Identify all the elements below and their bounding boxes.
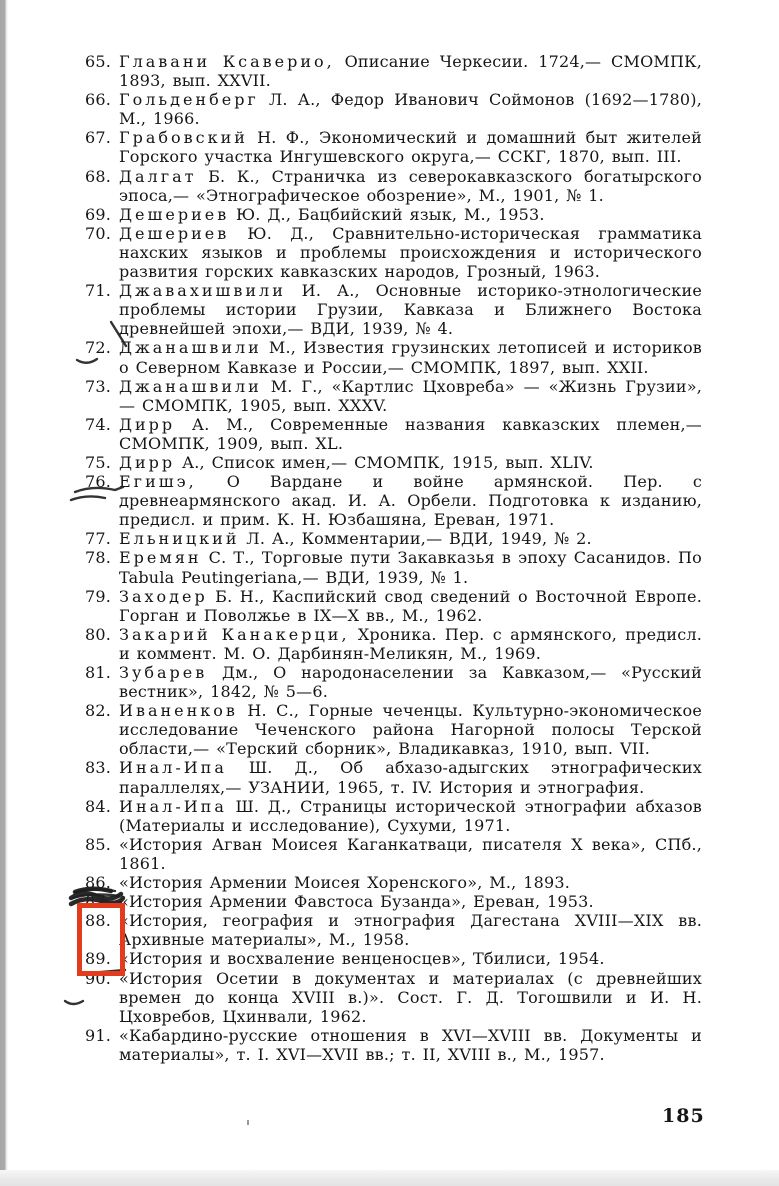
entry-number: 78. <box>85 548 112 568</box>
entry-number: 79. <box>85 586 112 606</box>
bibliography-entry <box>85 128 702 166</box>
entry-text: Хроника. Пер. с армянского, предисл. и коммент. М. О. Дарбинян-Меликян, М., 1969. <box>119 624 702 663</box>
bibliography-entry <box>85 472 702 529</box>
bibliography-entry <box>85 625 702 663</box>
entry-author: Главани Ксаверио, <box>119 52 335 71</box>
scan-speck <box>247 1120 249 1125</box>
entry-text: Ю. Д., Сравнительно-историческая грамматика нахских языков и проблемы происхождения и исторического развития горских кавказских народов, Грозный, 1963. <box>119 223 702 282</box>
entry-author: Джанашвили <box>119 338 262 358</box>
entry-text: Ш. Д., Страницы исторической этнографии абхазов (Материалы и исследование), Сухуми, 1971. <box>119 796 702 835</box>
page-gutter-shadow <box>0 0 8 1186</box>
entry-number: 71. <box>85 281 112 301</box>
entry-text: С. Т., Торговые пути Закавказья в эпоху Сасанидов. По Tabula Peutingeriana,— ВДИ, 1939, № 1. <box>119 548 702 587</box>
bibliography-entry <box>85 949 702 968</box>
entry-number: 81. <box>85 663 112 682</box>
bibliography-entry <box>85 892 702 911</box>
entry-text: О Вардане и войне армянской. Пер. с древнеармянского акад. И. А. Орбели. Подготовка к изданию, предисл. и прим. К. Н. Юзбашяна, Ереван, 1971. <box>119 472 702 530</box>
entry-author: Инал-Ипа <box>119 758 227 778</box>
entry-author: Дешериев <box>119 223 230 243</box>
entry-text: «История и восхваление венценосцев», Тбилиси, 1954. <box>119 949 605 969</box>
entry-number: 68. <box>85 166 112 186</box>
entry-author: Гольденберг <box>119 90 259 110</box>
entry-author: Ельницкий <box>119 529 240 549</box>
entry-number: 69. <box>85 204 112 224</box>
bibliography-entry <box>85 377 702 415</box>
entry-text: Б. К., Страничка из северокавказского богатырского эпоса,— «Этнографическое обозрение», М., 1901, № 1. <box>119 166 702 205</box>
entry-author: Егишэ, <box>119 472 197 492</box>
red-annotation-box <box>77 903 125 975</box>
bibliography-entry <box>85 453 702 472</box>
entry-number: 89. <box>85 949 112 969</box>
entry-number: 75. <box>85 452 112 472</box>
bibliography-entry <box>85 415 702 453</box>
bibliography-entry <box>85 548 702 586</box>
bibliography-entry <box>85 701 702 758</box>
bibliography-entry <box>85 911 702 949</box>
entry-text: Описание Черкесии. 1724,— СМОМПК, 1893, вып. XXVII. <box>119 52 702 91</box>
entry-author: Закарий Канакерци, <box>119 624 350 644</box>
bibliography-entry <box>85 587 702 625</box>
entry-number: 82. <box>85 701 112 721</box>
entry-number: 74. <box>85 414 112 434</box>
bibliography-entry <box>85 663 702 701</box>
bibliography-list <box>85 52 702 1064</box>
entry-author: Иваненков <box>119 701 238 721</box>
bibliography-entry <box>85 835 702 873</box>
page-number: 185 <box>662 1105 705 1127</box>
bibliography-entry <box>85 338 702 376</box>
entry-number: 67. <box>85 128 112 148</box>
entry-text: А., Список имен,— СМОМПК, 1915, вып. XLIV. <box>175 452 594 472</box>
entry-number: 77. <box>85 529 112 549</box>
entry-text: И. А., Основные историко-этнологические проблемы истории Грузии, Кавказа и Ближнего Востока древнейшей эпохи,— ВДИ, 1939, № 4. <box>119 281 702 339</box>
entry-text: «История Армении Фавстоса Бузанда», Ереван, 1953. <box>119 892 594 912</box>
entry-author: Джавахишвили <box>119 281 286 301</box>
bibliography-entry <box>85 224 702 281</box>
entry-number: 90. <box>85 969 119 988</box>
bibliography-entry <box>85 90 702 128</box>
entry-text: Ш. Д., Об абхазо-адыгских этнографических параллелях,— УЗАНИИ, 1965, т. IV. История и этнография. <box>119 758 702 797</box>
entry-number: 73. <box>85 376 112 396</box>
entry-author: Грабовский <box>119 128 248 148</box>
entry-text: Б. Н., Каспийский свод сведений о Восточной Европе. Горган и Поволжье в IX—X вв., М., 1962. <box>119 586 702 625</box>
entry-author: Зубарев <box>119 663 208 682</box>
entry-number: 70. <box>85 223 112 243</box>
entry-text: «История, география и этнография Дагестана XVIII—XIX вв. Архивные материалы», М., 1958. <box>119 911 702 950</box>
bibliography-entry <box>85 205 702 224</box>
entry-text: М., Известия грузинских летописей и историков о Северном Кавказе и России,— СМОМПК, 1897, вып. XXII. <box>119 338 702 377</box>
entry-number: 84. <box>85 796 112 816</box>
bibliography-entry <box>85 969 702 1026</box>
entry-text: Ю. Д., Бацбийский язык, М., 1953. <box>229 204 545 224</box>
entry-author: Дирр <box>119 414 176 434</box>
entry-author: Заходер <box>119 586 208 606</box>
entry-text: «История Армении Моисея Хоренского», М., 1893. <box>119 873 571 893</box>
entry-number: 83. <box>85 758 112 778</box>
scan-bottom-edge <box>0 1170 779 1186</box>
bibliography-entry <box>85 281 702 338</box>
entry-author: Дешериев <box>119 204 230 224</box>
entry-text: Л. А., Комментарии,— ВДИ, 1949, № 2. <box>239 529 592 549</box>
bibliography-entry <box>85 758 702 796</box>
entry-text: А. М., Современные названия кавказских племен,— СМОМПК, 1909, вып. XL. <box>119 414 702 453</box>
bibliography-entry <box>85 797 702 835</box>
entry-author: Дирр <box>119 452 176 472</box>
entry-number: 86. <box>85 873 119 892</box>
entry-text: Н. С., Горные чеченцы. Культурно-экономическое исследование Чеченского района Нагорной полосы Терской области,— «Терский сборник», Владикавказ, 1910, вып. VII. <box>119 701 702 759</box>
entry-number: 66. <box>85 90 112 110</box>
entry-number: 80. <box>85 624 112 644</box>
entry-number: 91. <box>85 1025 112 1045</box>
entry-author: Инал-Ипа <box>119 796 227 816</box>
entry-number: 88. <box>85 911 112 931</box>
entry-text: М. Г., «Картлис Цховреба» — «Жизнь Грузии»,— СМОМПК, 1905, вып. XXXV. <box>119 376 702 415</box>
entry-number: 76. <box>85 472 119 491</box>
entry-text: «История Осетии в документах и материалах (с древнейших времен до конца XVIII в.)». Сост. Г. Д. Тогошвили и И. Н. Цховребов, Цхинвали, 1962. <box>119 968 702 1026</box>
bibliography-entry <box>85 529 702 548</box>
entry-text: Л. А., Федор Иванович Соймонов (1692—1780), М., 1966. <box>119 90 702 129</box>
bibliography-entry <box>85 1026 702 1064</box>
bibliography-entry <box>85 167 702 205</box>
entry-number: 85. <box>85 834 112 854</box>
entry-number: 87. <box>85 892 119 911</box>
entry-text: «Кабардино-русские отношения в XVI—XVIII вв. Документы и материалы», т. I. XVI—XVII вв.; т. II, XVIII в., М., 1957. <box>119 1025 702 1064</box>
entry-author: Далгат <box>119 166 197 186</box>
entry-number: 72. <box>85 338 119 357</box>
entry-text: Н. Ф., Экономический и домашний быт жителей Горского участка Ингушевского округа,— ССКГ, 1870, вып. III. <box>119 128 702 167</box>
entry-number: 65. <box>85 52 112 71</box>
bibliography-entry <box>85 873 702 892</box>
entry-author: Еремян <box>119 548 202 568</box>
bibliography-entry <box>85 52 702 90</box>
entry-text: Дм., О народонаселении за Кавказом,— «Русский вестник», 1842, № 5—6. <box>119 663 702 702</box>
entry-author: Джанашвили <box>119 376 262 396</box>
entry-text: «История Агван Моисея Каганкатваци, писателя X века», СПб., 1861. <box>119 834 702 873</box>
